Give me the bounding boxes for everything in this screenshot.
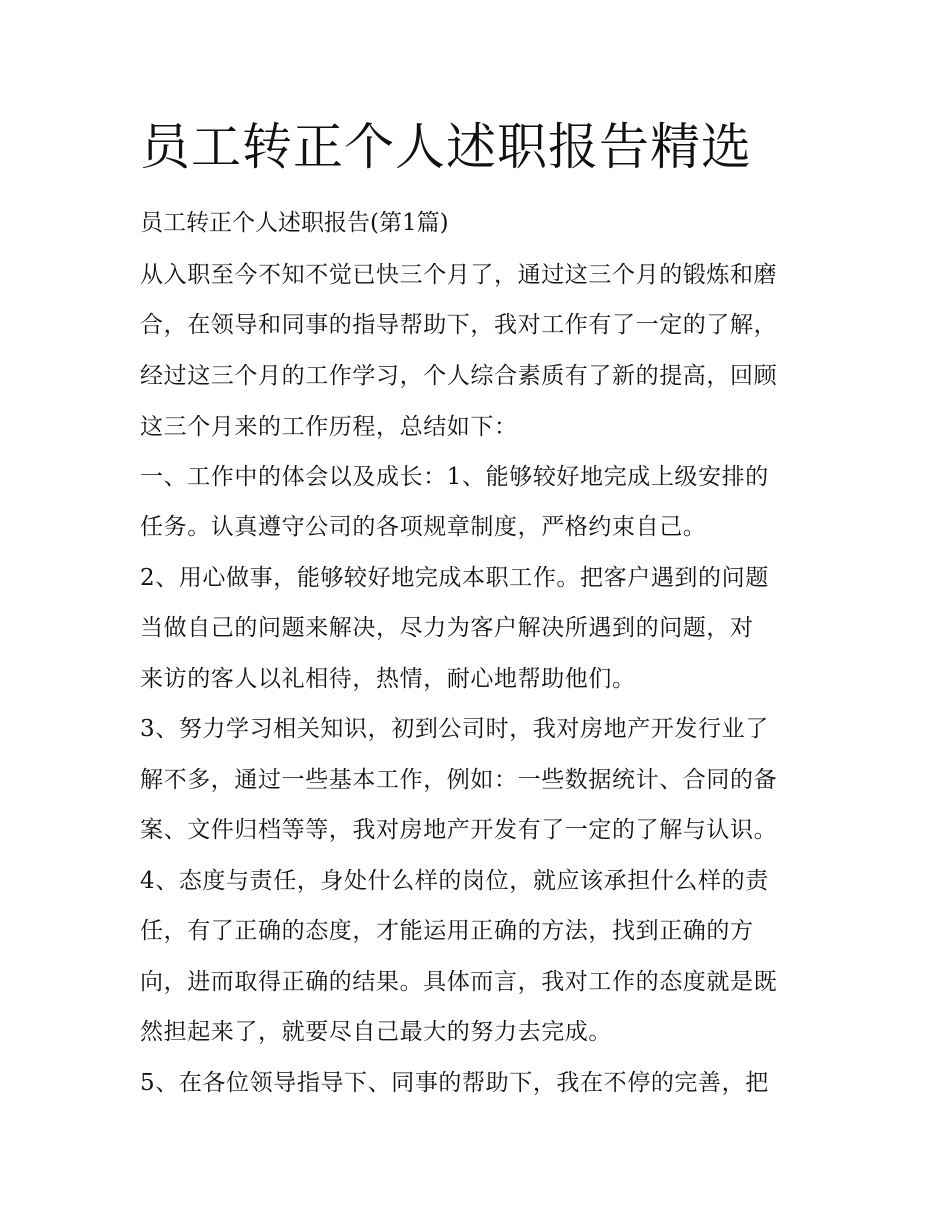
- body-line: 3、努力学习相关知识，初到公司时，我对房地产开发行业了: [140, 716, 769, 742]
- body-line: 来访的客人以礼相待，热情，耐心地帮助他们。: [140, 666, 636, 692]
- body-line: 任，有了正确的态度，才能运用正确的方法，找到正确的方: [140, 918, 754, 944]
- body-line: 2、用心做事，能够较好地完成本职工作。把客户遇到的问题: [140, 565, 769, 591]
- document-title: 员工转正个人述职报告精选: [140, 118, 752, 176]
- body-line: 向，进而取得正确的结果。具体而言，我对工作的态度就是既: [140, 969, 778, 995]
- body-line: 经过这三个月的工作学习，个人综合素质有了新的提高，回顾: [140, 363, 778, 389]
- body-line: 4、态度与责任，身处什么样的岗位，就应该承担什么样的责: [140, 868, 769, 894]
- body-line: 从入职至今不知不觉已快三个月了，通过这三个月的锻炼和磨: [140, 262, 778, 288]
- body-line: 5、在各位领导指导下、同事的帮助下，我在不停的完善，把: [140, 1070, 769, 1096]
- body-line: 这三个月来的工作历程，总结如下：: [140, 414, 518, 440]
- body-line: 案、文件归档等等，我对房地产开发有了一定的了解与认识。: [140, 817, 778, 843]
- body-line: 然担起来了，就要尽自己最大的努力去完成。: [140, 1019, 612, 1045]
- document-subtitle: 员工转正个人述职报告(第1篇): [140, 210, 449, 236]
- body-line: 任务。认真遵守公司的各项规章制度，严格约束自己。: [140, 514, 707, 540]
- body-line: 合，在领导和同事的指导帮助下，我对工作有了一定的了解，: [140, 312, 778, 338]
- body-line: 一、工作中的体会以及成长：1、能够较好地完成上级安排的: [140, 464, 769, 490]
- body-line: 解不多，通过一些基本工作，例如：一些数据统计、合同的备: [140, 767, 778, 793]
- body-line: 当做自己的问题来解决，尽力为客户解决所遇到的问题，对: [140, 615, 754, 641]
